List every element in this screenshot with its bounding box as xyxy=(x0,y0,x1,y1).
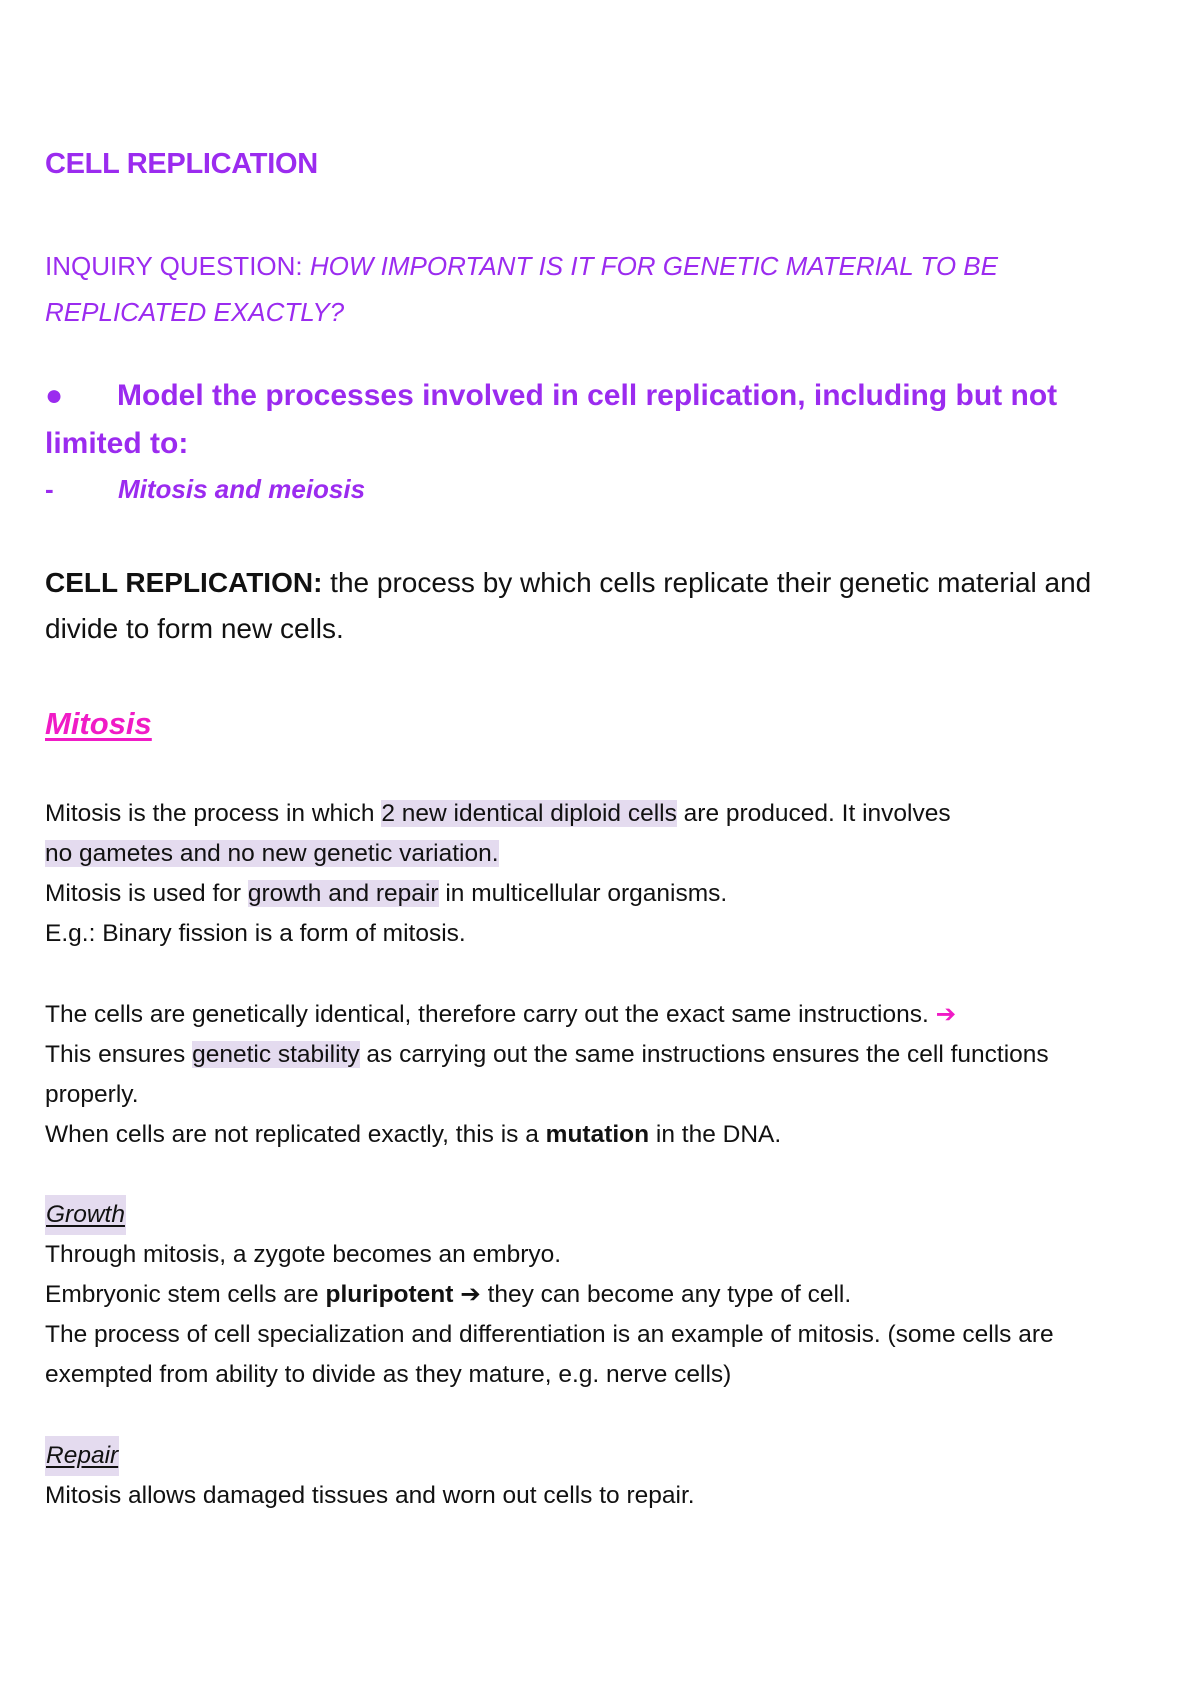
text-run: in multicellular organisms. xyxy=(438,880,728,907)
section-heading-mitosis: Mitosis xyxy=(45,706,152,741)
text-run: The cells are genetically identical, therefore carry out the exact same instructions. xyxy=(45,1001,936,1028)
text-run: they can become any type of cell. xyxy=(487,1281,852,1308)
identical-cells-text xyxy=(45,995,1145,1115)
definition-text: the process by which cells replicate their genetic material and divide to form new cells. xyxy=(45,567,1092,644)
sub-heading-growth: Growth xyxy=(45,1195,126,1235)
definition-paragraph xyxy=(45,560,1125,652)
text-run: When cells are not replicated exactly, this is a xyxy=(45,1121,546,1148)
highlight: no gametes and no new genetic variation. xyxy=(45,840,499,867)
definition-term: CELL REPLICATION: xyxy=(45,567,323,598)
bold-term: mutation xyxy=(545,1121,650,1148)
highlight: genetic stability xyxy=(192,1041,360,1068)
mitosis-intro xyxy=(45,794,1145,954)
mitosis-example: E.g.: Binary fission is a form of mitosis. xyxy=(45,920,466,947)
mitosis-use xyxy=(45,874,1145,914)
inquiry-question-text: HOW IMPORTANT IS IT FOR GENETIC MATERIAL TO BE REPLICATED EXACTLY? xyxy=(45,251,998,327)
text-run: in the DNA. xyxy=(649,1121,782,1148)
repair-line: Mitosis allows damaged tissues and worn out cells to repair. xyxy=(45,1482,695,1509)
text-run: This ensures xyxy=(45,1041,193,1068)
bold-term: pluripotent xyxy=(325,1281,454,1308)
text-run: as carrying out the same instructions ensures the cell functions properly. xyxy=(45,1041,1049,1108)
highlight: 2 new identical diploid cells xyxy=(381,800,677,827)
growth-line: The process of cell specialization and differentiation is an example of mitosis. (some cells are exempted from ability to divide as they mature, e.g. nerve cells) xyxy=(45,1321,1054,1388)
arrow-right-icon: ➔ xyxy=(935,1001,957,1028)
mitosis-definition xyxy=(45,794,1145,874)
highlight: growth and repair xyxy=(247,880,439,907)
syllabus-outcome xyxy=(45,372,1145,468)
growth-section xyxy=(45,1195,1145,1395)
sub-heading-repair: Repair xyxy=(45,1436,119,1476)
growth-line: Through mitosis, a zygote becomes an embryo. xyxy=(45,1241,562,1268)
page-title: CELL REPLICATION xyxy=(45,148,318,180)
growth-line xyxy=(45,1275,1145,1315)
mutation-text xyxy=(45,1115,1145,1155)
repair-section xyxy=(45,1436,1145,1516)
inquiry-label: INQUIRY QUESTION: xyxy=(45,251,303,281)
mitosis-stability xyxy=(45,995,1145,1155)
text-run: Mitosis is used for xyxy=(45,880,248,907)
text-run: Mitosis is the process in which xyxy=(45,800,382,827)
dash-icon: - xyxy=(45,474,54,504)
text-run: Embryonic stem cells are xyxy=(45,1281,326,1308)
syllabus-outcome-text: Model the processes involved in cell replication, including but not limited to: xyxy=(45,379,1058,460)
text-run: are produced. It involves xyxy=(676,800,951,827)
syllabus-sub-point-text: Mitosis and meiosis xyxy=(118,474,366,504)
syllabus-sub-point xyxy=(45,474,365,505)
arrow-right-icon: ➔ xyxy=(453,1281,488,1308)
bullet-icon: ● xyxy=(45,379,64,412)
inquiry-question xyxy=(45,243,1145,335)
